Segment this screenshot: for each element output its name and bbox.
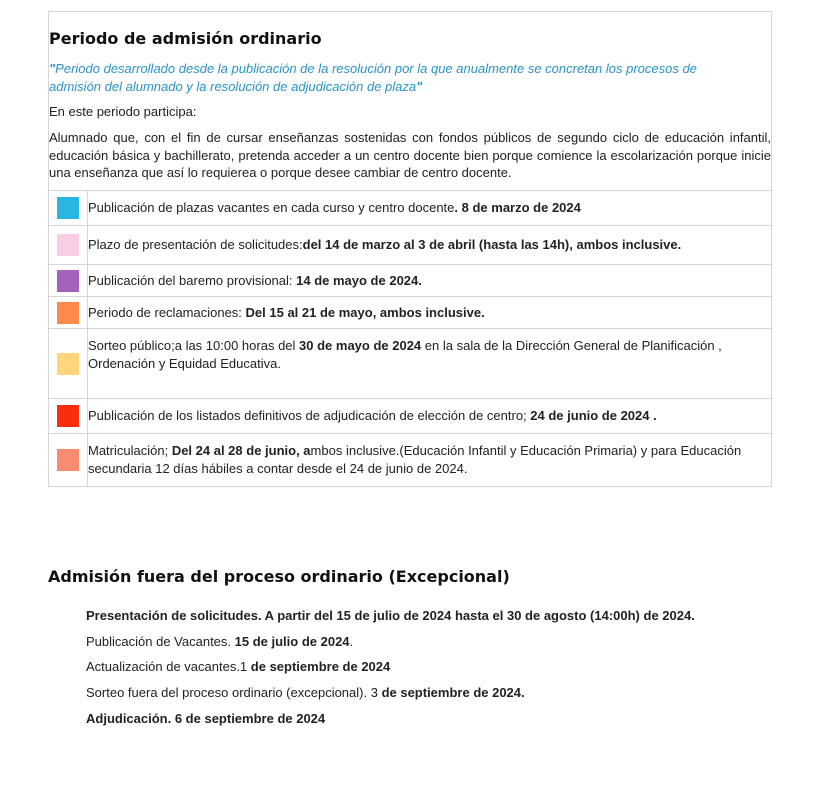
phase-date: . 8 de marzo de 2024	[454, 200, 581, 216]
list-item	[86, 680, 695, 706]
participants-intro: En este periodo participa:	[49, 104, 197, 119]
phase-date: Del 15 al 21 de mayo, ambos inclusive.	[245, 304, 485, 320]
phase-color-swatch	[57, 234, 79, 256]
phase-text: Publicación del baremo provisional:	[88, 272, 297, 288]
table-row	[49, 226, 771, 265]
item-text: Actualización de vacantes.1	[86, 659, 251, 675]
item-date: de septiembre de 2024.	[381, 685, 525, 701]
extraordinary-admission-title: Admisión fuera del proceso ordinario (Excepcional)	[48, 567, 510, 586]
phase-text-rest: en la sala de la Dirección General de Planificación , Ordenación y Equidad Educativa.	[88, 338, 722, 371]
phase-color-swatch	[57, 353, 79, 375]
table-row	[49, 265, 771, 297]
table-row	[49, 297, 771, 329]
extraordinary-items-list	[86, 603, 695, 731]
item-date: Adjudicación. 6 de septiembre de 2024	[86, 710, 326, 726]
list-item	[86, 603, 695, 629]
ordinary-period-title: Periodo de admisión ordinario	[49, 29, 322, 48]
period-definition-quote	[49, 60, 749, 96]
item-date: de septiembre de 2024	[250, 659, 391, 675]
list-item	[86, 629, 695, 655]
phase-color-swatch	[57, 270, 79, 292]
list-item	[86, 654, 695, 680]
phase-color-swatch	[57, 302, 79, 324]
phase-color-swatch	[57, 405, 79, 427]
table-row	[49, 399, 771, 434]
phase-text: Plazo de presentación de solicitudes:	[88, 237, 303, 253]
table-row	[49, 434, 771, 486]
phase-text: Publicación de los listados definitivos de adjudicación de elección de centro;	[88, 408, 531, 424]
participants-description: Alumnado que, con el fin de cursar enseñanzas sostenidas con fondos públicos de segundo ciclo de educación infantil, educación básica y bachillerato, pretenda acceder a un centro docente bien porque comience la escolarización porque inicie una enseñanza que así lo requierea o porque desee cambiar de centro docente.	[49, 130, 771, 180]
phase-date: 24 de junio de 2024 .	[530, 408, 657, 424]
phases-table	[49, 190, 771, 486]
quote-open: "	[49, 61, 56, 76]
item-tail: .	[349, 633, 354, 649]
phase-date: 14 de mayo de 2024.	[296, 272, 422, 288]
list-item	[86, 706, 695, 732]
item-text: Publicación de Vacantes.	[86, 633, 235, 649]
phase-text: Matriculación;	[88, 443, 172, 458]
quote-close: "	[416, 79, 423, 94]
table-row	[49, 191, 771, 226]
phase-color-swatch	[57, 449, 79, 471]
quote-text: Periodo desarrollado desde la publicación de la resolución por la que anualmente se concretan los procesos de admisión del alumnado y la resolución de adjudicación de plaza	[49, 61, 697, 94]
item-date: 15 de julio de 2024	[234, 633, 350, 649]
phase-date: del 14 de marzo al 3 de abril (hasta las 14h), ambos inclusive.	[302, 237, 682, 253]
phase-text: Publicación de plazas vacantes en cada curso y centro docente	[88, 200, 455, 216]
table-row	[49, 329, 771, 399]
item-text: Sorteo fuera del proceso ordinario (excepcional). 3	[86, 685, 382, 701]
phase-text: Periodo de reclamaciones:	[88, 304, 246, 320]
phase-text-rest: mbos inclusive.(Educación Infantil y Educación Primaria) y para Educación secundaria 12 días hábiles a contar desde el 24 de junio de 2024.	[88, 443, 742, 476]
phase-color-swatch	[57, 197, 79, 219]
phase-date: Del 24 al 28 de junio, a	[171, 443, 311, 458]
item-date: Presentación de solicitudes. A partir del 15 de julio de 2024 hasta el 30 de agosto (14:00h) de 2024.	[86, 608, 695, 623]
ordinary-admission-box	[48, 11, 772, 487]
phase-text: Sorteo público;a las 10:00 horas del	[88, 338, 300, 353]
phase-date: 30 de mayo de 2024	[299, 338, 422, 353]
